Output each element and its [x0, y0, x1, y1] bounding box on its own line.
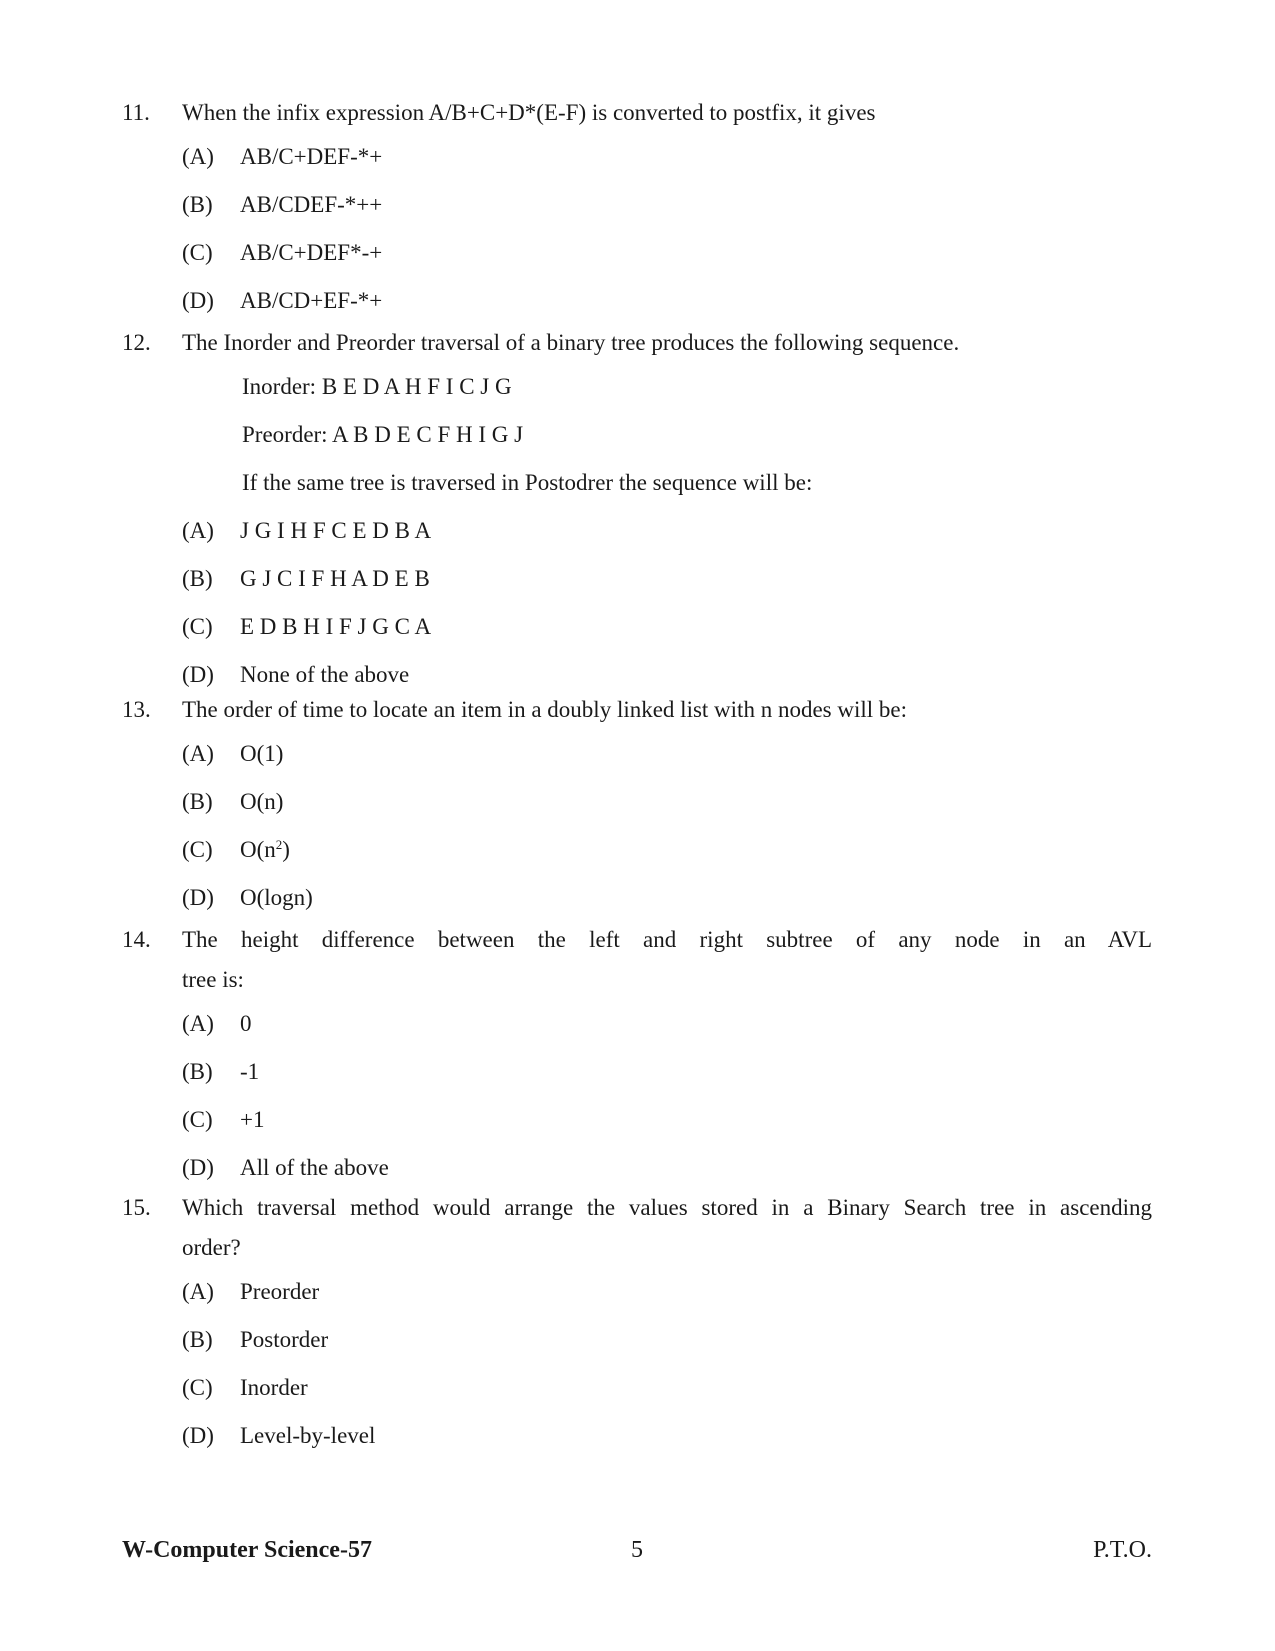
option-text: E D B H I F J G C A	[240, 614, 432, 639]
preorder-sequence: Preorder: A B D E C F H I G J	[242, 422, 524, 447]
option-a	[122, 133, 1152, 181]
option-text: AB/C+DEF*-+	[240, 240, 383, 265]
question-text: The Inorder and Preorder traversal of a binary tree produces the following sequence.	[182, 330, 960, 355]
question-13	[122, 690, 1152, 922]
question-14	[122, 920, 1152, 1192]
question-text: When the infix expression A/B+C+D*(E-F) is converted to postfix, it gives	[182, 100, 876, 125]
option-label: (D)	[182, 662, 214, 687]
question-11	[122, 93, 1152, 325]
question-15	[122, 1188, 1152, 1460]
option-text: None of the above	[240, 662, 410, 687]
question-number: 11.	[122, 100, 150, 125]
option-label: (D)	[182, 1155, 214, 1180]
option-b	[122, 555, 1152, 603]
option-text-close: )	[282, 837, 290, 862]
option-label: (A)	[182, 1011, 214, 1036]
question-number: 12.	[122, 330, 151, 355]
option-text: -1	[240, 1059, 260, 1084]
option-text: O(logn)	[240, 885, 313, 910]
option-label: (B)	[182, 192, 213, 217]
option-text: J G I H F C E D B A	[240, 518, 432, 543]
option-label: (B)	[182, 1059, 213, 1084]
option-text: Level-by-level	[240, 1423, 376, 1448]
option-c	[122, 1096, 1152, 1144]
question-number: 13.	[122, 697, 151, 722]
superscript-exponent: 2	[275, 837, 283, 852]
question-text: The height difference between the left and right subtree of any node in an AVL	[182, 927, 1152, 952]
question-12	[122, 323, 1152, 699]
page-number: 5	[631, 1537, 643, 1563]
option-c	[122, 1364, 1152, 1412]
option-label: (A)	[182, 518, 214, 543]
option-label: (D)	[182, 885, 214, 910]
option-d	[122, 874, 1152, 922]
option-label: (C)	[182, 1375, 213, 1400]
option-a	[122, 730, 1152, 778]
option-d	[122, 1144, 1152, 1192]
question-prompt: If the same tree is traversed in Postodrer the sequence will be:	[242, 470, 813, 495]
option-b	[122, 1316, 1152, 1364]
option-label: (B)	[182, 1327, 213, 1352]
question-text-continued: tree is:	[182, 967, 244, 992]
option-text: AB/CDEF-*++	[240, 192, 383, 217]
option-label: (C)	[182, 614, 213, 639]
option-text	[240, 826, 1152, 874]
option-text: 0	[240, 1011, 252, 1036]
option-label: (A)	[182, 144, 214, 169]
option-label: (B)	[182, 789, 213, 814]
option-text: G J C I F H A D E B	[240, 566, 430, 591]
option-text: O(1)	[240, 741, 284, 766]
option-text: All of the above	[240, 1155, 389, 1180]
option-text: Preorder	[240, 1279, 320, 1304]
option-label: (C)	[182, 1107, 213, 1132]
question-number: 14.	[122, 927, 151, 952]
option-d	[122, 277, 1152, 325]
option-text: O(n)	[240, 789, 284, 814]
option-label: (D)	[182, 288, 214, 313]
option-a	[122, 507, 1152, 555]
inorder-sequence: Inorder: B E D A H F I C J G	[242, 374, 512, 399]
option-label: (B)	[182, 566, 213, 591]
option-c	[122, 603, 1152, 651]
option-label: (C)	[182, 837, 213, 862]
option-c	[122, 826, 1152, 874]
question-text-continued: order?	[182, 1235, 241, 1260]
option-text: Inorder	[240, 1375, 308, 1400]
option-b	[122, 181, 1152, 229]
option-c	[122, 229, 1152, 277]
option-b	[122, 1048, 1152, 1096]
question-number: 15.	[122, 1195, 151, 1220]
option-b	[122, 778, 1152, 826]
option-label: (A)	[182, 1279, 214, 1304]
option-text-base: O(n	[240, 837, 276, 862]
option-a	[122, 1000, 1152, 1048]
option-d	[122, 1412, 1152, 1460]
question-text: The order of time to locate an item in a doubly linked list with n nodes will be:	[182, 697, 907, 722]
option-text: AB/C+DEF-*+	[240, 144, 383, 169]
option-a	[122, 1268, 1152, 1316]
page-footer	[122, 1530, 1152, 1570]
option-label: (C)	[182, 240, 213, 265]
option-text: +1	[240, 1107, 265, 1132]
option-text: AB/CD+EF-*+	[240, 288, 383, 313]
option-label: (D)	[182, 1423, 214, 1448]
pto-marker: P.T.O.	[1093, 1537, 1152, 1563]
paper-code: W-Computer Science-57	[122, 1537, 372, 1563]
option-label: (A)	[182, 741, 214, 766]
question-text: Which traversal method would arrange the values stored in a Binary Search tree in ascending	[182, 1195, 1152, 1220]
option-text: Postorder	[240, 1327, 329, 1352]
